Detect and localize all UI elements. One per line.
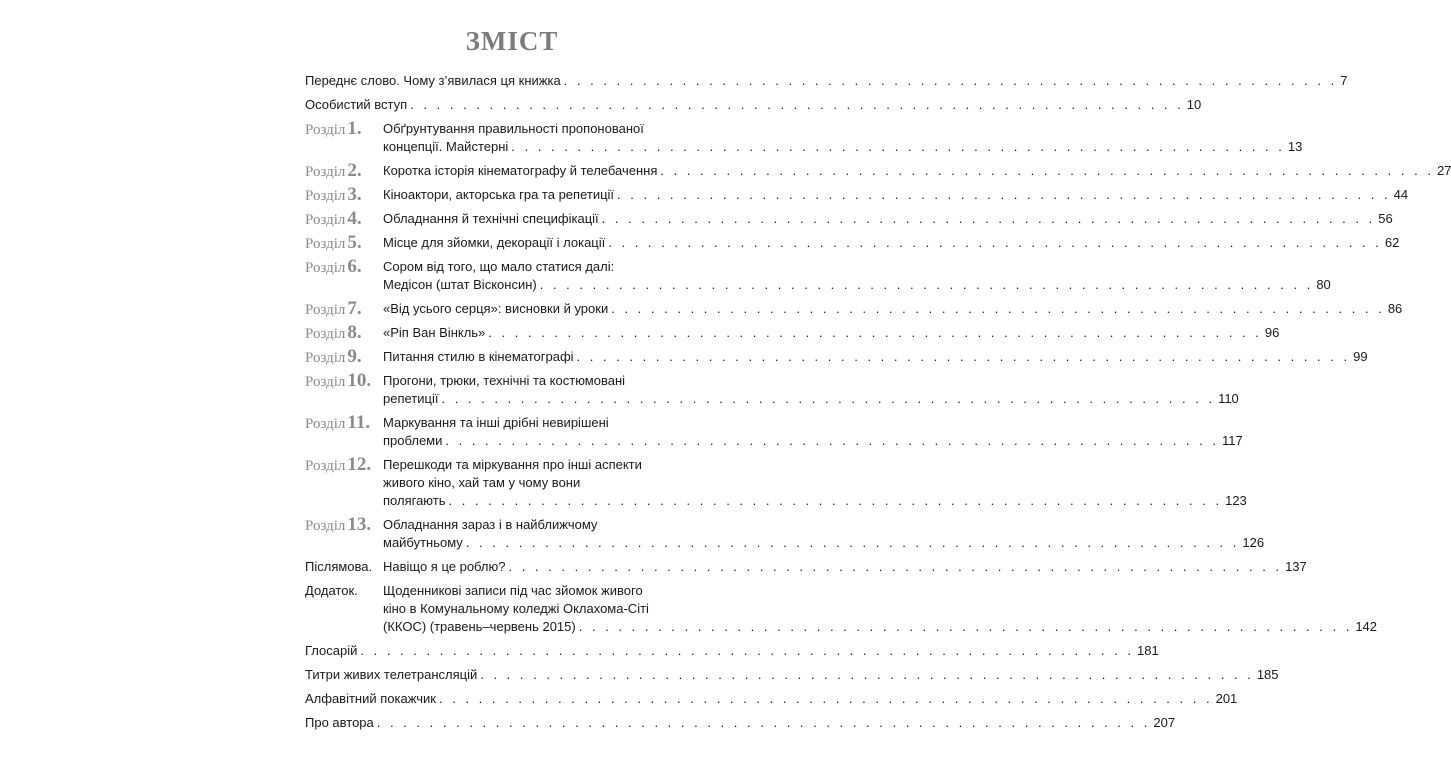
toc-entry-label xyxy=(305,324,362,343)
toc-label-text: Розділ xyxy=(305,416,346,432)
toc-entry xyxy=(305,454,1247,510)
toc-entry-title: проблеми xyxy=(383,433,443,448)
toc-entry-title: Питання стилю в кінематографі xyxy=(383,349,574,364)
toc-page-number: 207 xyxy=(1153,715,1176,730)
toc-chapter-number: 3. xyxy=(347,184,362,205)
toc-page-number: 126 xyxy=(1242,535,1265,550)
toc-entry-label xyxy=(305,348,362,367)
toc-entry xyxy=(305,514,1265,552)
toc-entry-title: Особистий вступ xyxy=(305,97,408,112)
toc-entry-label xyxy=(305,300,362,319)
toc-entry xyxy=(305,370,1239,408)
toc-entry-label xyxy=(305,186,362,205)
toc-entry-title: Обладнання зараз і в найближчому xyxy=(383,517,598,532)
toc-entry xyxy=(305,714,1176,732)
toc-entry xyxy=(305,232,1400,253)
toc-page-number: 110 xyxy=(1218,391,1239,406)
toc-entry-title: Обладнання й технічні специфікації xyxy=(383,211,599,226)
toc-entry xyxy=(305,208,1393,229)
dot-leader: . . . . . . . . . . . . . . . . . . . . . . . . . . . . . . . . . . . . . . . . . . . . . . . . . . . . . . . . . . . xyxy=(376,715,1151,730)
dot-leader: . . . . . . . . . . . . . . . . . . . . . . . . . . . . . . . . . . . . . . . . . . . . . . . . . . . . . . . . . . . xyxy=(360,643,1134,658)
toc-chapter-number: 1. xyxy=(347,118,362,139)
table-of-contents xyxy=(305,72,1451,732)
toc-entry-title: Щоденникові записи під час зйомок живого xyxy=(383,583,643,598)
toc-label-text: Розділ xyxy=(305,188,346,204)
toc-entry xyxy=(305,666,1279,684)
toc-entry xyxy=(305,690,1238,708)
toc-entry-title: Медісон (штат Вісконсин) xyxy=(383,277,537,292)
toc-entry-title: Навіщо я це роблю? xyxy=(383,559,506,574)
toc-entry-title: Кіноактори, акторська гра та репетиції xyxy=(383,187,615,202)
toc-entry-title: Прогони, трюки, технічні та костюмовані xyxy=(383,373,626,388)
toc-label-text: Розділ xyxy=(305,122,346,138)
toc-entry-title: полягають xyxy=(383,493,446,508)
toc-entry xyxy=(305,582,1378,636)
toc-page-number: 44 xyxy=(1393,187,1409,202)
toc-entry-title: живого кіно, хай там у чому вони xyxy=(383,475,581,490)
dot-leader: . . . . . . . . . . . . . . . . . . . . . . . . . . . . . . . . . . . . . . . . . . . . . . . . . . . . . . . . . . . xyxy=(578,619,1353,634)
toc-page-number: 62 xyxy=(1384,235,1400,250)
toc-entry xyxy=(305,96,1202,114)
toc-entry xyxy=(305,642,1159,660)
toc-chapter-number: 11. xyxy=(347,412,371,433)
dot-leader: . . . . . . . . . . . . . . . . . . . . . . . . . . . . . . . . . . . . . . . . . . . . . . . . . . . . . . . . . . . xyxy=(511,139,1285,154)
toc-entry-label xyxy=(305,372,371,391)
toc-entry-label xyxy=(305,162,362,181)
toc-page-number: 201 xyxy=(1215,691,1238,706)
toc-label-text: Розділ xyxy=(305,350,346,366)
toc-label-text: Післямова. xyxy=(305,559,373,574)
toc-label-text: Розділ xyxy=(305,212,346,228)
toc-chapter-number: 6. xyxy=(347,256,362,277)
toc-page-number: 27 xyxy=(1436,163,1451,178)
dot-leader: . . . . . . . . . . . . . . . . . . . . . . . . . . . . . . . . . . . . . . . . . . . . . . . . . . . . . . . . . . . xyxy=(601,211,1376,226)
toc-page-number: 117 xyxy=(1221,433,1243,448)
toc-page-number: 137 xyxy=(1285,559,1307,574)
dot-leader: . . . . . . . . . . . . . . . . . . . . . . . . . . . . . . . . . . . . . . . . . . . . . . . . . . . . . . . . . . . xyxy=(576,349,1351,364)
toc-entry xyxy=(305,72,1348,90)
toc-page-number: 10 xyxy=(1186,97,1202,112)
dot-leader: . . . . . . . . . . . . . . . . . . . . . . . . . . . . . . . . . . . . . . . . . . . . . . . . . . . . . . . . . . . xyxy=(445,433,1219,448)
toc-page-number: 142 xyxy=(1355,619,1378,634)
toc-chapter-number: 9. xyxy=(347,346,362,367)
toc-entry-label xyxy=(305,234,362,253)
toc-entry-label xyxy=(305,120,362,139)
dot-leader: . . . . . . . . . . . . . . . . . . . . . . . . . . . . . . . . . . . . . . . . . . . . . . . . . . . . . . . . . . . xyxy=(480,667,1254,682)
toc-entry-label xyxy=(305,516,371,535)
toc-entry xyxy=(305,322,1280,343)
toc-label-text: Розділ xyxy=(305,302,346,318)
toc-page-number: 123 xyxy=(1225,493,1247,508)
toc-label-text: Додаток. xyxy=(305,583,358,598)
toc-entry-title: «Від усього серця»: висновки й уроки xyxy=(383,301,609,316)
toc-entry-title: Глосарій xyxy=(305,643,358,658)
toc-page-number: 99 xyxy=(1353,349,1368,364)
toc-page-number: 56 xyxy=(1378,211,1393,226)
toc-entry-label xyxy=(305,210,362,229)
toc-entry-label xyxy=(305,258,362,277)
dot-leader: . . . . . . . . . . . . . . . . . . . . . . . . . . . . . . . . . . . . . . . . . . . . . . . . . . . . . . . . . . . xyxy=(410,97,1184,112)
toc-page-number: 185 xyxy=(1256,667,1279,682)
toc-entry xyxy=(305,118,1303,156)
toc-entry xyxy=(305,412,1243,450)
toc-entry-title: Місце для зйомки, декорації і локації xyxy=(383,235,606,250)
toc-label-text: Розділ xyxy=(305,164,346,180)
toc-entry xyxy=(305,558,1307,576)
toc-entry xyxy=(305,346,1368,367)
toc-chapter-number: 8. xyxy=(347,322,362,343)
dot-leader: . . . . . . . . . . . . . . . . . . . . . . . . . . . . . . . . . . . . . . . . . . . . . . . . . . . . . . . . . . . xyxy=(488,325,1262,340)
toc-entry xyxy=(305,160,1451,181)
toc-entry-title: концепції. Майстерні xyxy=(383,139,509,154)
toc-label-text: Розділ xyxy=(305,374,346,390)
dot-leader: . . . . . . . . . . . . . . . . . . . . . . . . . . . . . . . . . . . . . . . . . . . . . . . . . . . . . . . . . . . xyxy=(617,187,1391,202)
toc-entry-title: «Ріп Ван Вінкль» xyxy=(383,325,486,340)
toc-entry-title: майбутньому xyxy=(383,535,463,550)
toc-page-number: 7 xyxy=(1340,73,1348,88)
toc-entry-label xyxy=(305,558,372,576)
dot-leader: . . . . . . . . . . . . . . . . . . . . . . . . . . . . . . . . . . . . . . . . . . . . . . . . . . . . . . . . . . . xyxy=(563,73,1338,88)
toc-chapter-number: 10. xyxy=(347,370,372,391)
toc-entry-title: Алфавітний покажчик xyxy=(305,691,436,706)
toc-entry-title: Обґрунтування правильності пропонованої xyxy=(383,121,644,136)
toc-entry-title: репетиції xyxy=(383,391,439,406)
toc-page-number: 13 xyxy=(1287,139,1303,154)
toc-chapter-number: 13. xyxy=(347,514,372,535)
toc-chapter-number: 12. xyxy=(347,454,372,475)
dot-leader: . . . . . . . . . . . . . . . . . . . . . . . . . . . . . . . . . . . . . . . . . . . . . . . . . . . . . . . . . . . xyxy=(660,163,1434,178)
toc-entry-title: (ККОС) (травень–червень 2015) xyxy=(383,619,576,634)
toc-entry xyxy=(305,298,1403,319)
toc-chapter-number: 5. xyxy=(347,232,362,253)
toc-entry-title: Маркування та інші дрібні невирішені xyxy=(383,415,609,430)
toc-entry-label xyxy=(305,582,358,600)
toc-entry-title: Сором від того, що мало статися далі: xyxy=(383,259,615,274)
toc-label-text: Розділ xyxy=(305,326,346,342)
toc-label-text: Розділ xyxy=(305,518,346,534)
toc-entry-title: Коротка історія кінематографу й телебачення xyxy=(383,163,658,178)
dot-leader: . . . . . . . . . . . . . . . . . . . . . . . . . . . . . . . . . . . . . . . . . . . . . . . . . . . . . . . . . . . xyxy=(448,493,1223,508)
toc-entry-title: Переднє слово. Чому з’явилася ця книжка xyxy=(305,73,561,88)
dot-leader: . . . . . . . . . . . . . . . . . . . . . . . . . . . . . . . . . . . . . . . . . . . . . . . . . . . . . . . . . . . xyxy=(508,559,1283,574)
toc-entry-title: Про автора xyxy=(305,715,374,730)
toc-chapter-number: 2. xyxy=(347,160,362,181)
toc-label-text: Розділ xyxy=(305,260,346,276)
dot-leader: . . . . . . . . . . . . . . . . . . . . . . . . . . . . . . . . . . . . . . . . . . . . . . . . . . . . . . . . . . . xyxy=(465,535,1240,550)
dot-leader: . . . . . . . . . . . . . . . . . . . . . . . . . . . . . . . . . . . . . . . . . . . . . . . . . . . . . . . . . . . xyxy=(611,301,1385,316)
toc-entry-label xyxy=(305,456,371,475)
toc-entry xyxy=(305,184,1409,205)
dot-leader: . . . . . . . . . . . . . . . . . . . . . . . . . . . . . . . . . . . . . . . . . . . . . . . . . . . . . . . . . . . xyxy=(439,691,1213,706)
dot-leader: . . . . . . . . . . . . . . . . . . . . . . . . . . . . . . . . . . . . . . . . . . . . . . . . . . . . . . . . . . . xyxy=(608,235,1382,250)
toc-label-text: Розділ xyxy=(305,458,346,474)
toc-entry-label xyxy=(305,414,370,433)
toc-page-number: 80 xyxy=(1316,277,1331,292)
page-title: ЗМІСТ xyxy=(465,26,559,56)
toc-chapter-number: 4. xyxy=(347,208,362,229)
toc-chapter-number: 7. xyxy=(347,298,362,319)
toc-page-number: 96 xyxy=(1264,325,1280,340)
toc-entry-title: кіно в Комунальному коледжі Оклахома-Сіті xyxy=(383,601,649,616)
toc-page-number: 181 xyxy=(1136,643,1159,658)
toc-page-number: 86 xyxy=(1387,301,1403,316)
toc-label-text: Розділ xyxy=(305,236,346,252)
dot-leader: . . . . . . . . . . . . . . . . . . . . . . . . . . . . . . . . . . . . . . . . . . . . . . . . . . . . . . . . . . . xyxy=(539,277,1314,292)
toc-entry xyxy=(305,256,1331,294)
toc-entry-title: Перешкоди та міркування про інші аспекти xyxy=(383,457,642,472)
dot-leader: . . . . . . . . . . . . . . . . . . . . . . . . . . . . . . . . . . . . . . . . . . . . . . . . . . . . . . . . . . . xyxy=(441,391,1216,406)
toc-entry-title: Титри живих телетрансляцій xyxy=(305,667,478,682)
